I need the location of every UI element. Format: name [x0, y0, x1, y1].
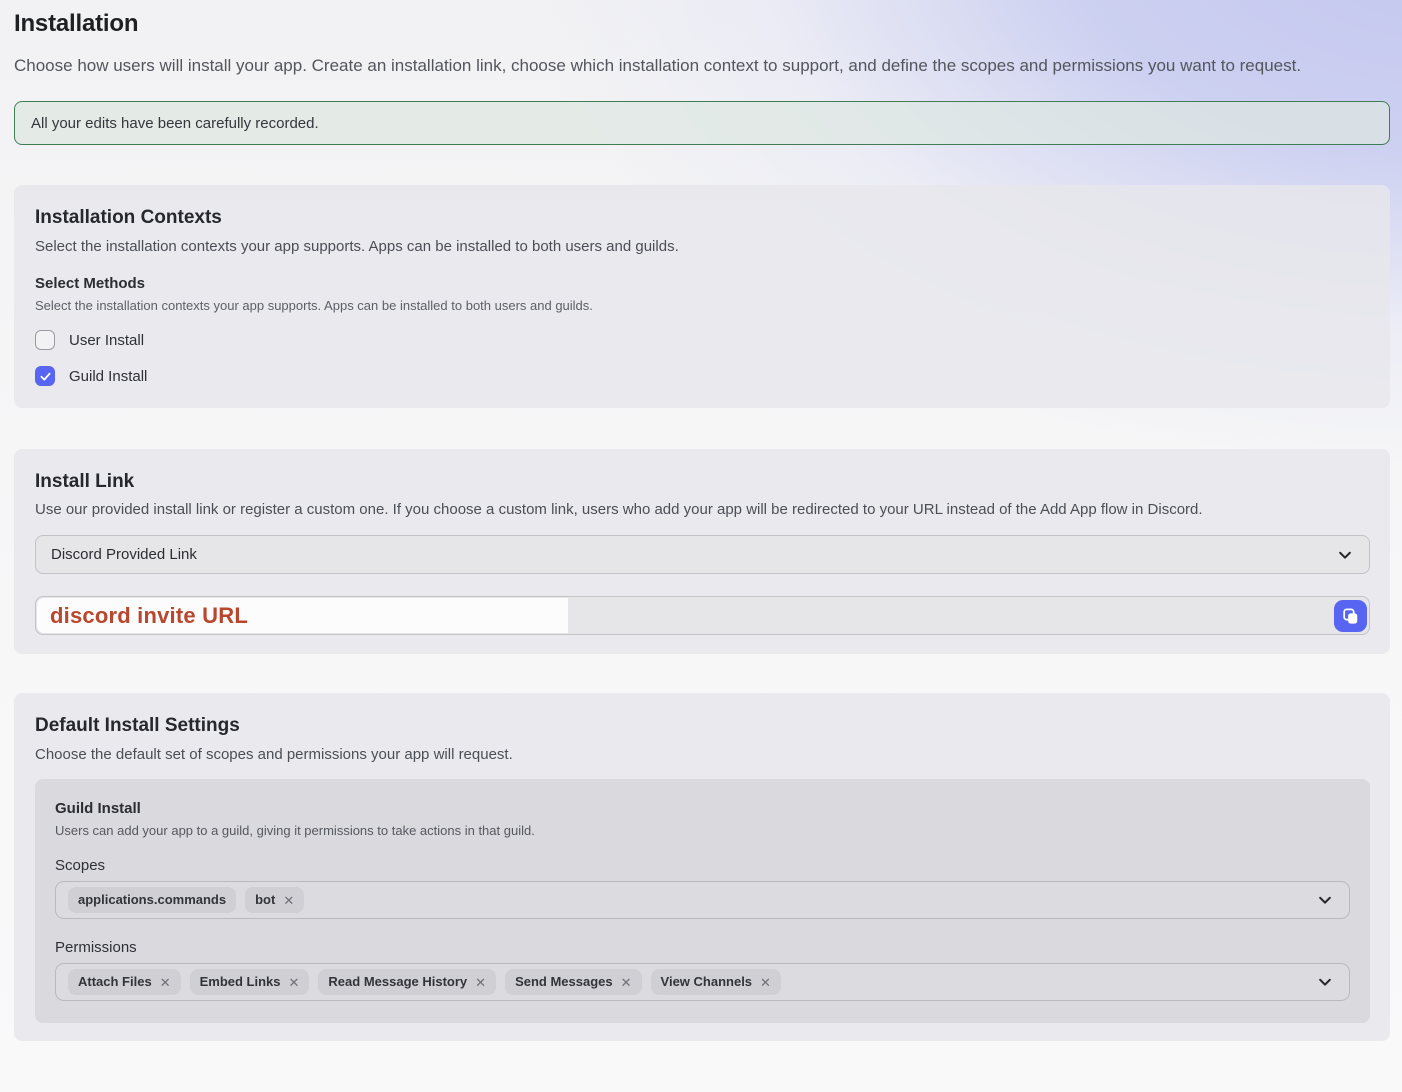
- install-link-title: Install Link: [35, 471, 135, 493]
- chevron-down-icon: [1316, 973, 1334, 991]
- default-install-settings-title: Default Install Settings: [35, 715, 240, 737]
- default-install-settings-description: Choose the default set of scopes and permissions your app will request.: [35, 746, 513, 764]
- permission-tag-label: Embed Links: [199, 974, 281, 990]
- permission-tag-label: Read Message History: [328, 974, 468, 990]
- select-methods-title: Select Methods: [35, 275, 146, 293]
- page-title: Installation: [14, 10, 139, 37]
- scope-tag-label: bot: [255, 892, 276, 908]
- permission-tag: [68, 969, 181, 995]
- guild-install-label: Guild Install: [69, 367, 148, 385]
- user-install-label: User Install: [69, 331, 145, 349]
- scope-tag: [68, 887, 236, 913]
- close-icon[interactable]: ✕: [475, 974, 487, 990]
- install-link-type-select[interactable]: [35, 535, 1370, 574]
- permissions-select[interactable]: [55, 963, 1350, 1001]
- scopes-select[interactable]: [55, 881, 1350, 919]
- permissions-label: Permissions: [55, 939, 137, 957]
- installation-contexts-description: Select the installation contexts your app supports. Apps can be installed to both users and guilds.: [35, 238, 679, 256]
- scopes-tag-list: [68, 882, 304, 918]
- install-link-description: Use our provided install link or register a custom one. If you choose a custom link, users who add your app will be redirected to your URL instead of the Add App flow in Discord.: [35, 501, 1203, 519]
- redacted-url-overlay: [37, 598, 568, 633]
- edits-recorded-text: All your edits have been carefully recorded.: [31, 114, 319, 132]
- permission-tag: [651, 969, 781, 995]
- select-methods-description: Select the installation contexts your app supports. Apps can be installed to both users and guilds.: [35, 298, 593, 314]
- install-link-card: [14, 449, 1390, 654]
- installation-contexts-card: [14, 185, 1390, 408]
- permission-tag: [318, 969, 496, 995]
- guild-install-settings-panel: [35, 779, 1370, 1023]
- permission-tag: [190, 969, 310, 995]
- installation-contexts-title: Installation Contexts: [35, 207, 222, 229]
- install-link-type-value: Discord Provided Link: [51, 546, 197, 564]
- guild-install-panel-description: Users can add your app to a guild, giving it permissions to take actions in that guild.: [55, 823, 535, 839]
- permission-tag-label: Attach Files: [78, 974, 152, 990]
- scopes-label: Scopes: [55, 857, 106, 875]
- scope-tag-label: applications.commands: [78, 892, 227, 908]
- permission-tag-label: Send Messages: [515, 974, 613, 990]
- check-icon: [39, 370, 52, 383]
- permission-tag: [505, 969, 641, 995]
- user-install-checkbox[interactable]: [35, 330, 55, 350]
- chevron-down-icon: [1316, 891, 1334, 909]
- guild-install-panel-title: Guild Install: [55, 800, 141, 818]
- scope-tag: [245, 887, 304, 913]
- guild-install-checkbox[interactable]: [35, 366, 55, 386]
- close-icon[interactable]: ✕: [288, 974, 300, 990]
- redacted-url-label: discord invite URL: [50, 602, 248, 628]
- page-description: Choose how users will install your app. Create an installation link, choose which installation context to support, and define the scopes and permissions you want to request.: [14, 56, 1302, 75]
- permissions-tag-list: [68, 964, 781, 1000]
- close-icon[interactable]: ✕: [283, 892, 295, 908]
- permission-tag-label: View Channels: [660, 974, 753, 990]
- close-icon[interactable]: ✕: [159, 974, 171, 990]
- guild-install-option[interactable]: [35, 366, 147, 386]
- copy-icon: [1341, 607, 1360, 626]
- user-install-option[interactable]: [35, 330, 144, 350]
- edits-recorded-banner: [14, 101, 1390, 145]
- install-link-url-field[interactable]: [35, 596, 1370, 635]
- chevron-down-icon: [1336, 546, 1354, 564]
- close-icon[interactable]: ✕: [760, 974, 771, 990]
- default-install-settings-card: [14, 693, 1390, 1041]
- close-icon[interactable]: ✕: [620, 974, 632, 990]
- copy-link-button[interactable]: [1334, 600, 1367, 632]
